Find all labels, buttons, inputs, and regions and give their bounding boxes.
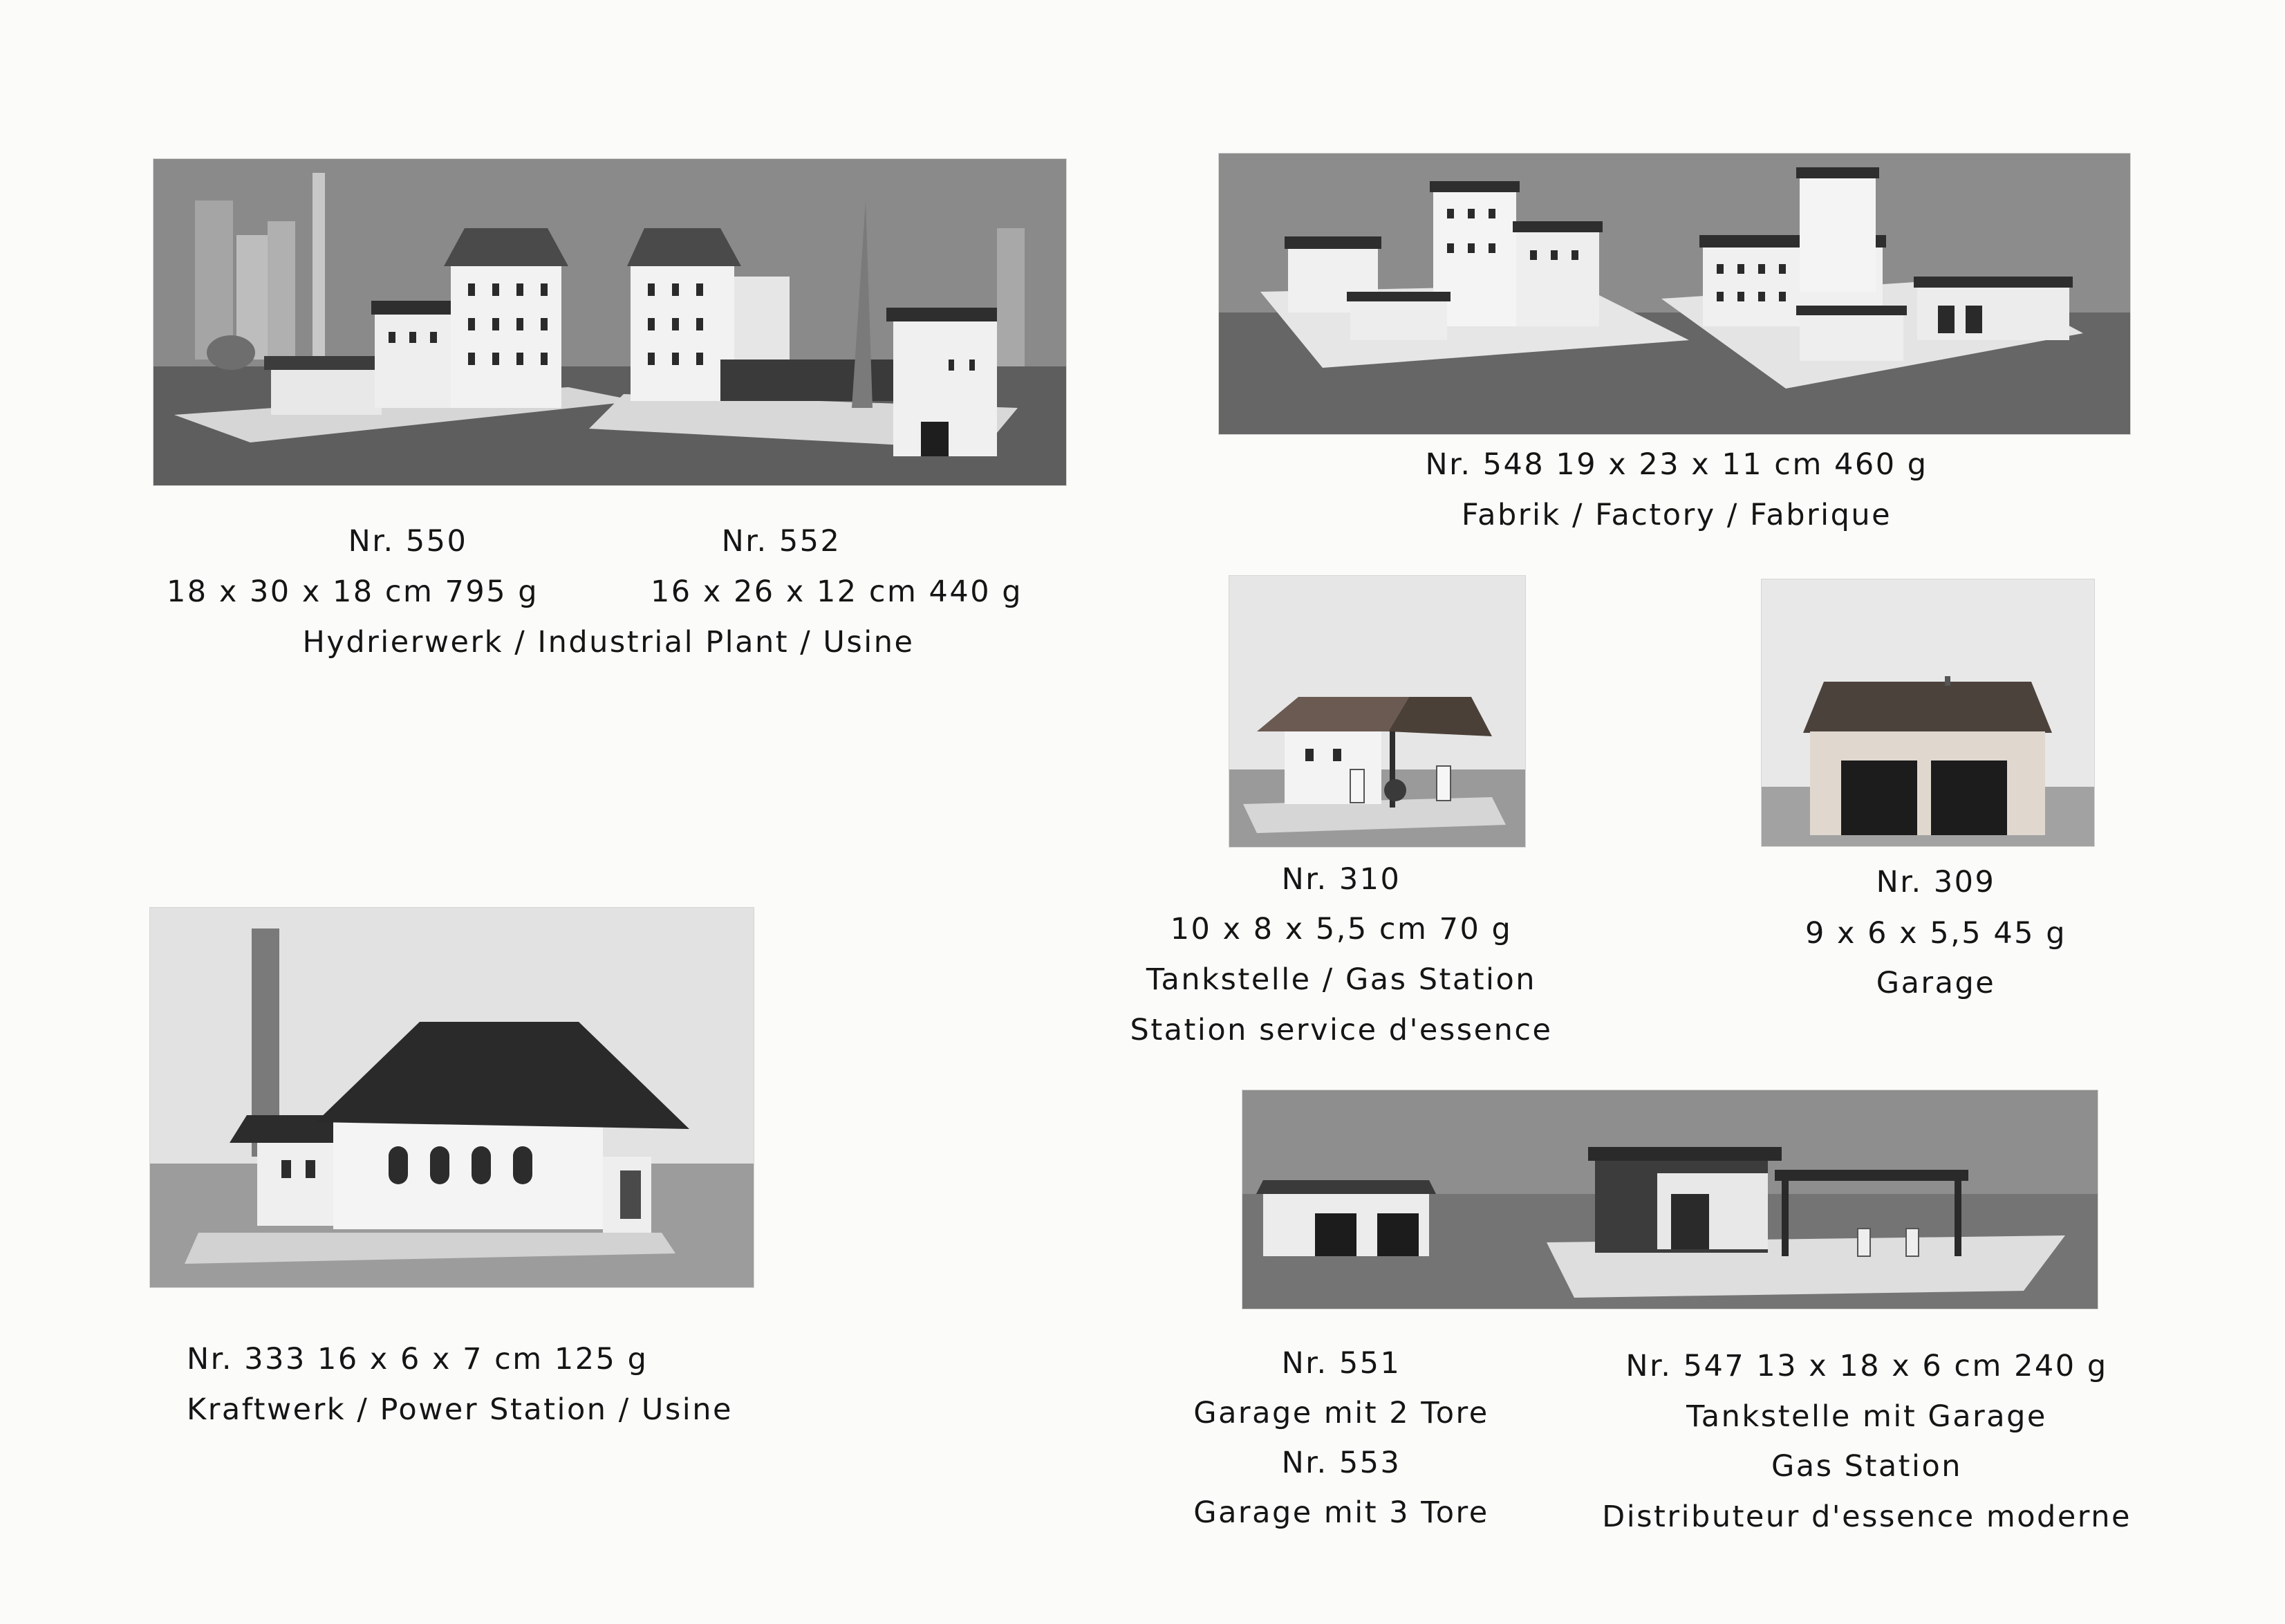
industrial-name: Hydrierwerk / Industrial Plant / Usine: [302, 625, 915, 660]
industrial-right-dims: 16 x 26 x 12 cm 440 g: [650, 575, 1023, 609]
factory-line1: Nr. 548 19 x 23 x 11 cm 460 g: [1425, 447, 1928, 482]
garage-name: Garage: [1876, 966, 1996, 1000]
gas-station-photo: [1229, 576, 1525, 847]
garage-gas-station-photo: [1242, 1090, 2098, 1309]
gas-station-name: Tankstelle / Gas Station: [1146, 962, 1537, 997]
gas-station-garage-name-en: Gas Station: [1771, 1449, 1963, 1484]
industrial-left-dims: 18 x 30 x 18 cm 795 g: [166, 575, 539, 609]
industrial-left-number: Nr. 550: [348, 524, 468, 559]
industrial-plant-photo: [153, 159, 1066, 485]
gas-station-dims: 10 x 8 x 5,5 cm 70 g: [1170, 912, 1513, 946]
gas-station-garage-name-fr: Distributeur d'essence moderne: [1602, 1500, 2132, 1534]
garages-number-a: Nr. 551: [1281, 1346, 1401, 1381]
gas-station-garage-line1: Nr. 547 13 x 18 x 6 cm 240 g: [1625, 1349, 2108, 1383]
power-station-photo: [150, 908, 754, 1287]
garages-name-b: Garage mit 3 Tore: [1193, 1495, 1489, 1530]
gas-station-name-fr: Station service d'essence: [1130, 1013, 1553, 1047]
power-station-name: Kraftwerk / Power Station / Usine: [187, 1392, 733, 1427]
garage-dims: 9 x 6 x 5,5 45 g: [1804, 916, 2067, 951]
garages-name-a: Garage mit 2 Tore: [1193, 1396, 1489, 1430]
factory-photo: [1219, 153, 2130, 434]
garages-number-b: Nr. 553: [1281, 1446, 1401, 1480]
gas-station-garage-name: Tankstelle mit Garage: [1686, 1399, 2047, 1434]
factory-name: Fabrik / Factory / Fabrique: [1461, 498, 1892, 532]
gas-station-number: Nr. 310: [1281, 862, 1401, 897]
garage-photo: [1762, 579, 2094, 846]
industrial-right-number: Nr. 552: [721, 524, 841, 559]
garage-number: Nr. 309: [1876, 865, 1996, 899]
power-station-line1: Nr. 333 16 x 6 x 7 cm 125 g: [187, 1342, 649, 1376]
